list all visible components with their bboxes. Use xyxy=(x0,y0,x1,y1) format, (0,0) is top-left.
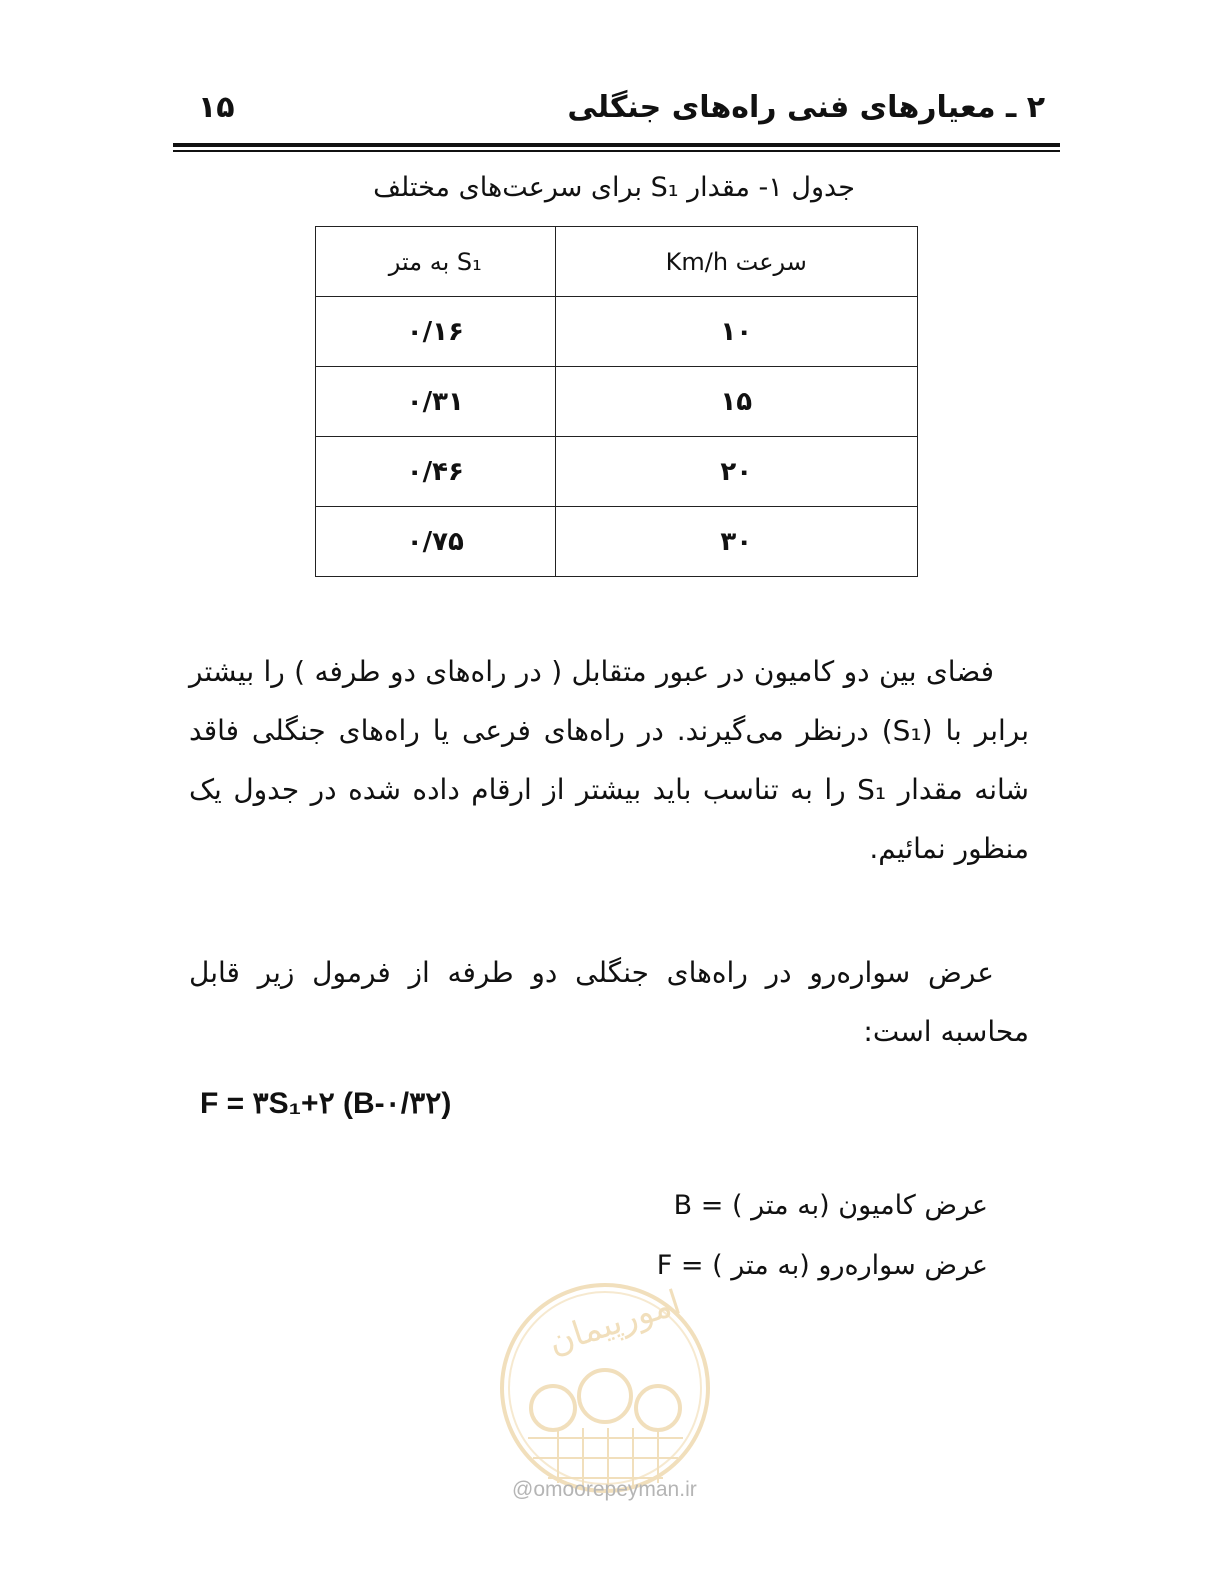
table-caption: جدول ۱- مقدار S₁ برای سرعت‌های مختلف xyxy=(373,172,855,203)
table-row xyxy=(316,507,918,577)
speed-table xyxy=(315,226,918,577)
table-header-row xyxy=(316,227,918,297)
table-row xyxy=(316,437,918,507)
speed-cell: ۲۰ xyxy=(555,437,917,507)
svg-text:امورپیمان: امورپیمان xyxy=(543,1282,686,1363)
paragraph-spacing-text: فضای بین دو کامیون در عبور متقابل ( در راه‌های دو طرفه ) را بیشتر برابر با (S₁) درنظر می‌گیرند. در راه‌های فرعی یا راه‌های جنگلی فاقد شانه مقدار S₁ را به تناسب باید بیشتر از ارقام داده شده در جدول یک منظور نمائیم. xyxy=(189,655,1030,865)
s1-cell: ۰/۱۶ xyxy=(316,297,556,367)
chapter-title: ۲ ـ معیارهای فنی راه‌های جنگلی xyxy=(567,90,1045,125)
s1-cell: ۰/۳۱ xyxy=(316,367,556,437)
speed-cell: ۱۰ xyxy=(555,297,917,367)
header-rule-thin xyxy=(173,150,1060,152)
s1-cell: ۰/۷۵ xyxy=(316,507,556,577)
definition-b: B = عرض کامیون (به متر ) xyxy=(673,1190,988,1221)
table-row xyxy=(316,297,918,367)
watermark-url: @omoorepeyman.ir xyxy=(512,1478,697,1501)
table-row xyxy=(316,367,918,437)
header-rule xyxy=(173,143,1060,147)
s1-cell: ۰/۴۶ xyxy=(316,437,556,507)
speed-cell: ۳۰ xyxy=(555,507,917,577)
definition-f: F = عرض سواره‌رو (به متر ) xyxy=(656,1250,988,1281)
speed-cell: ۱۵ xyxy=(555,367,917,437)
page-number: ۱۵ xyxy=(198,90,235,125)
paragraph-width xyxy=(189,943,1029,1061)
paragraph-spacing xyxy=(189,642,1029,878)
formula: F = ۳S₁+۲ (B-۰/۳۲) xyxy=(200,1087,452,1120)
header-s1: S₁ به متر xyxy=(316,227,556,297)
header-speed: سرعت Km/h xyxy=(555,227,917,297)
paragraph-width-text: عرض سواره‌رو در راه‌های جنگلی دو طرفه از فرمول زیر قابل محاسبه است: xyxy=(189,956,1029,1048)
